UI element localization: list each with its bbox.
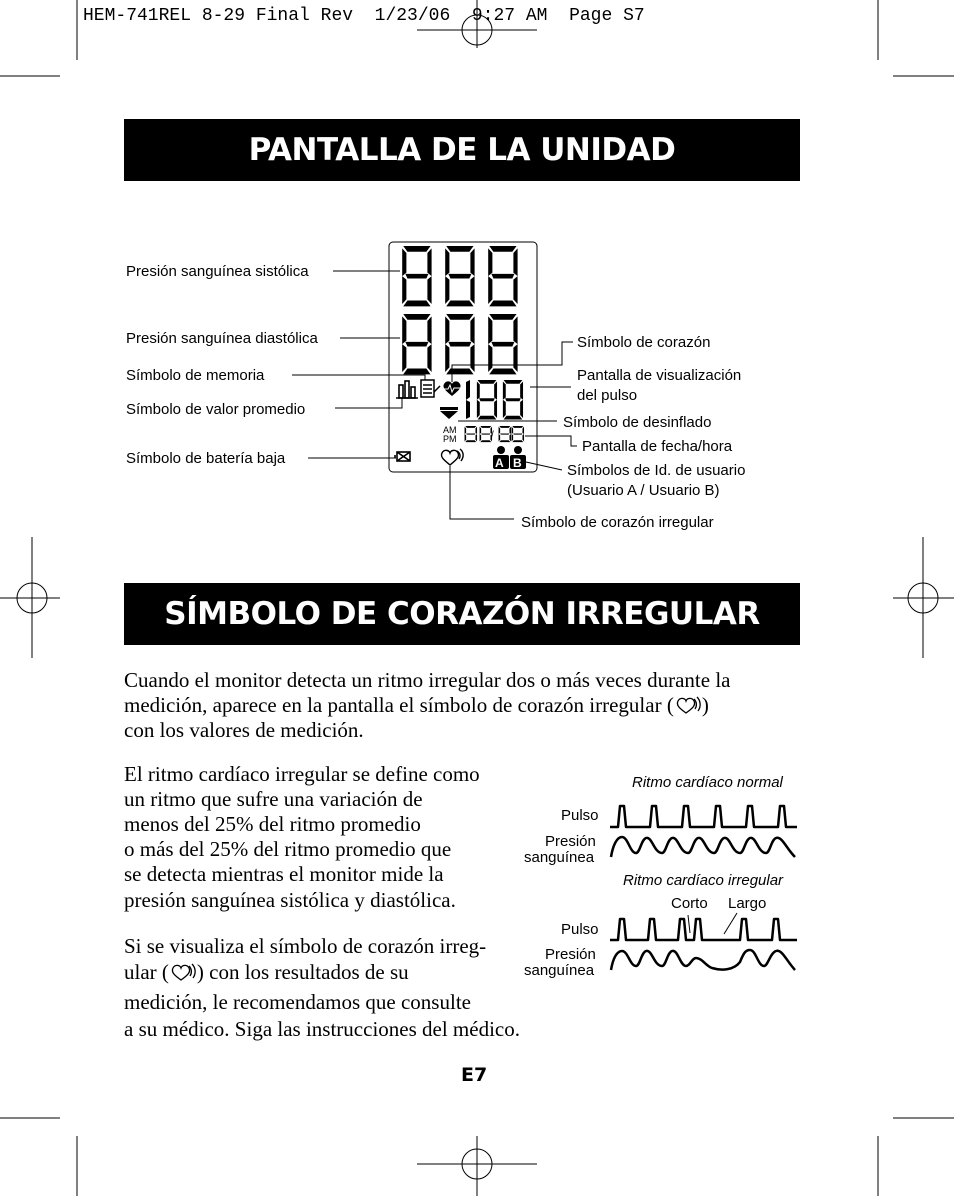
para3-line3: medición, le recomendamos que consulte [124, 990, 471, 1014]
normal-pressure-label-line2: sanguínea [524, 849, 595, 866]
label-irregular-heart: Símbolo de corazón irregular [521, 514, 714, 531]
label-pulse-display-line2: del pulso [577, 387, 638, 404]
para1-line3: con los valores de medición. [124, 718, 364, 742]
user-a-letter: A [495, 456, 504, 470]
section-title-irregular-heart: SÍMBOLO DE CORAZÓN IRREGULAR [124, 583, 800, 645]
para2-line4: o más del 25% del ritmo promedio que [124, 837, 452, 861]
pm-indicator: PM [443, 434, 457, 444]
para3-line2: ular ( ) con los resultados de su [124, 960, 409, 984]
normal-pressure-label-line1: Presión [545, 833, 596, 850]
label-pulse-display-line1: Pantalla de visualización [577, 367, 742, 384]
label-user-id-line2: (Usuario A / Usuario B) [567, 482, 720, 499]
irregular-pulse-wave [610, 919, 797, 940]
para2-line6: presión sanguínea sistólica y diastólica. [124, 888, 456, 912]
am-indicator: AM [443, 425, 457, 435]
label-deflation: Símbolo de desinflado [563, 414, 712, 431]
para2-line5: se detecta mientras el monitor mide la [124, 862, 444, 886]
label-datetime: Pantalla de fecha/hora [582, 438, 733, 455]
normal-pulse-wave [610, 806, 797, 827]
para1-line1: Cuando el monitor detecta un ritmo irregular dos o más veces durante la [124, 668, 731, 692]
irregular-pressure-label-line2: sanguínea [524, 962, 595, 979]
normal-pulse-label: Pulso [561, 807, 599, 824]
short-label: Corto [671, 895, 708, 912]
label-systolic: Presión sanguínea sistólica [126, 263, 309, 280]
printer-slug-line: HEM-741REL 8-29 Final Rev 1/23/06 9:27 AM Page S7 [83, 6, 645, 26]
label-diastolic: Presión sanguínea diastólica [126, 330, 318, 347]
para2-line2: un ritmo que sufre una variación de [124, 787, 423, 811]
date-slash: / [491, 430, 494, 441]
section-title-unit-display: PANTALLA DE LA UNIDAD [124, 119, 800, 181]
long-label: Largo [728, 895, 767, 912]
page-number: E7 [461, 1064, 488, 1086]
irregular-pressure-wave [611, 950, 795, 970]
irregular-pressure-label-line1: Presión [545, 946, 596, 963]
user-b-letter: B [513, 456, 522, 470]
irregular-rhythm-title: Ritmo cardíaco irregular [623, 872, 784, 889]
normal-pressure-wave [611, 837, 795, 857]
irregular-pulse-label: Pulso [561, 921, 599, 938]
normal-rhythm-title: Ritmo cardíaco normal [632, 774, 783, 791]
para2-line1: El ritmo cardíaco irregular se define como [124, 762, 480, 786]
label-low-battery: Símbolo de batería baja [126, 450, 286, 467]
para1-line2: medición, aparece en la pantalla el símbolo de corazón irregular ( ) [124, 693, 709, 717]
label-average: Símbolo de valor promedio [126, 401, 306, 418]
para3-line4: a su médico. Siga las instrucciones del médico. [124, 1017, 520, 1041]
label-user-id-line1: Símbolos de Id. de usuario [567, 462, 746, 479]
para2-line3: menos del 25% del ritmo promedio [124, 812, 421, 836]
label-heart: Símbolo de corazón [577, 334, 711, 351]
para3-line1: Si se visualiza el símbolo de corazón irreg- [124, 934, 487, 958]
label-memory: Símbolo de memoria [126, 367, 265, 384]
